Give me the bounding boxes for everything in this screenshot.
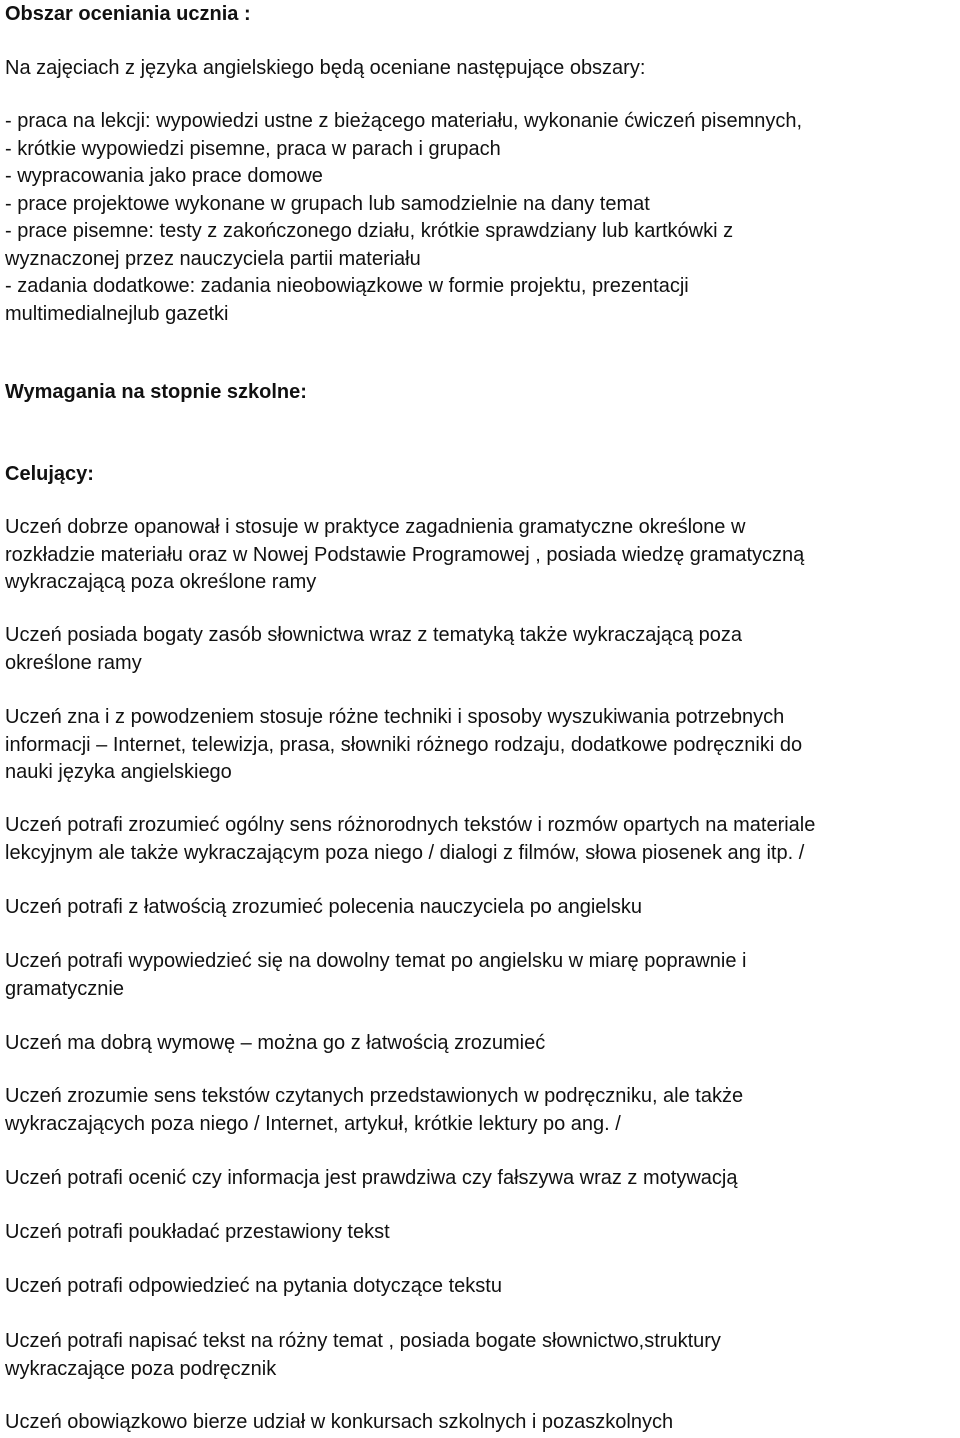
- list-item: - prace pisemne: testy z zakończonego działu, krótkie sprawdziany lub kartkówki z: [5, 220, 734, 242]
- intro-text: Na zajęciach z języka angielskiego będą oceniane następujące obszary:: [5, 57, 646, 79]
- requirement-paragraph: Uczeń potrafi poukładać przestawiony tekst: [5, 1221, 390, 1243]
- list-item: wyznaczonej przez nauczyciela partii materiału: [5, 247, 421, 270]
- requirement-paragraph: Uczeń potrafi z łatwością zrozumieć polecenia nauczyciela po angielsku: [5, 896, 642, 918]
- requirement-paragraph: Uczeń obowiązkowo bierze udział w konkursach szkolnych i pozaszkolnych: [5, 1411, 674, 1433]
- grade-title: Celujący:: [5, 463, 94, 485]
- list-item: - wypracowania jako prace domowe: [5, 165, 323, 187]
- requirement-paragraph: Uczeń ma dobrą wymowę – można go z łatwością zrozumieć: [5, 1032, 546, 1054]
- requirement-paragraph: Uczeń potrafi zrozumieć ogólny sens różnorodnych tekstów i rozmów opartych na materiale lekcyjnym ale także wykraczającym poza niego / dialogi z filmów, słowa piosenek ang itp. /: [5, 814, 816, 864]
- requirement-paragraph: Uczeń zrozumie sens tekstów czytanych przedstawionych w podręczniku, ale także wykraczających poza niego / Internet, artykuł, krótkie lektury po ang. /: [5, 1085, 744, 1135]
- section-title-requirements: Wymagania na stopnie szkolne:: [5, 381, 307, 403]
- list-item: - prace projektowe wykonane w grupach lub samodzielnie na dany temat: [5, 192, 650, 215]
- requirement-paragraph: Uczeń potrafi napisać tekst na różny temat , posiada bogate słownictwo,struktury wykraczające poza podręcznik: [5, 1330, 721, 1380]
- requirement-paragraph: Uczeń potrafi ocenić czy informacja jest prawdziwa czy fałszywa wraz z motywacją: [5, 1167, 738, 1189]
- list-item: multimedialnejlub gazetki: [5, 302, 229, 325]
- assessment-list: [5, 108, 802, 328]
- list-item: - zadania dodatkowe: zadania nieobowiązkowe w formie projektu, prezentacji: [5, 275, 689, 297]
- list-item: - praca na lekcji: wypowiedzi ustne z bieżącego materiału, wykonanie ćwiczeń pisemnych,: [5, 110, 803, 132]
- list-item: - krótkie wypowiedzi pisemne, praca w parach i grupach: [5, 137, 501, 160]
- requirement-paragraph: Uczeń potrafi wypowiedzieć się na dowolny temat po angielsku w miarę poprawnie i gramatycznie: [5, 950, 747, 1000]
- requirement-paragraph: Uczeń posiada bogaty zasób słownictwa wraz z tematyką także wykraczającą poza określone ramy: [5, 624, 743, 674]
- section-title-assessment: Obszar oceniania ucznia :: [5, 3, 251, 25]
- requirement-paragraph: Uczeń potrafi odpowiedzieć na pytania dotyczące tekstu: [5, 1275, 502, 1297]
- requirement-paragraph: Uczeń dobrze opanował i stosuje w praktyce zagadnienia gramatyczne określone w rozkładzie materiału oraz w Nowej Podstawie Programowej , posiada wiedzę gramatyczną wykraczającą poza określone ramy: [5, 516, 805, 593]
- requirement-paragraph: Uczeń zna i z powodzeniem stosuje różne techniki i sposoby wyszukiwania potrzebnych informacji – Internet, telewizja, prasa, słowniki różnego rodzaju, dodatkowe podręczniki do nauki języka angielskiego: [5, 706, 803, 783]
